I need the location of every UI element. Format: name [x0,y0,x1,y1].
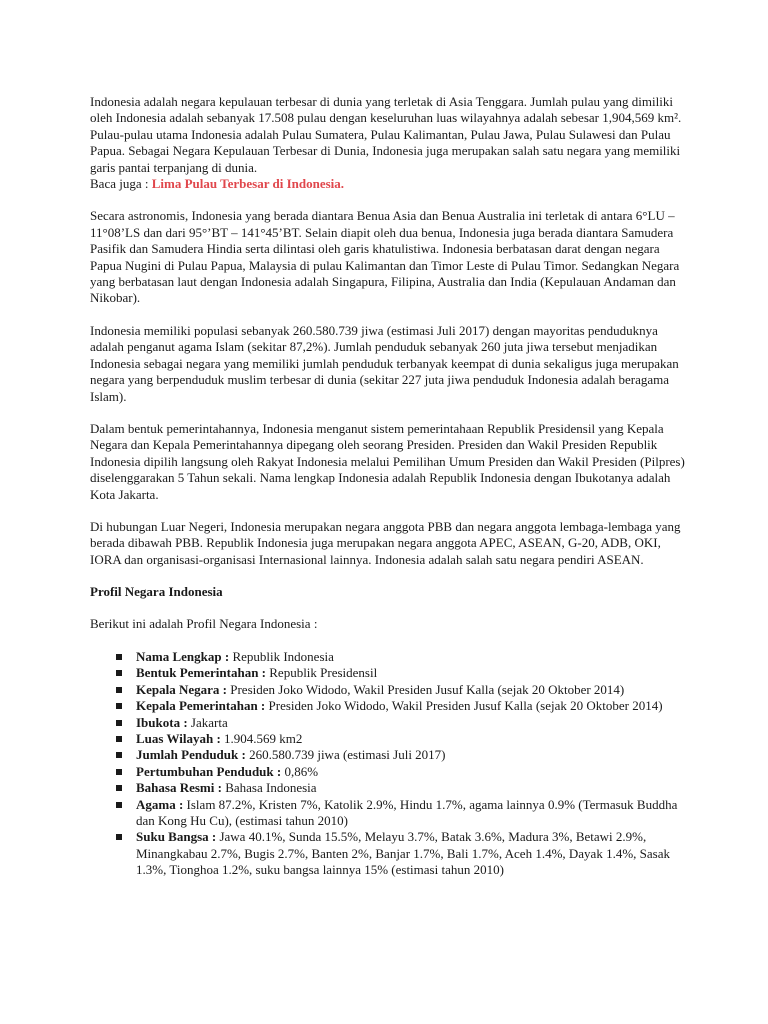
profile-value: Presiden Joko Widodo, Wakil Presiden Jusuf Kalla (sejak 20 Oktober 2014) [230,681,625,697]
square-bullet-icon [116,802,122,808]
profile-key: Nama Lengkap : [136,648,233,664]
profile-key: Bentuk Pemerintahan : [136,665,270,681]
list-item [136,698,690,714]
profile-value: 1.904.569 km2 [224,731,303,746]
paragraph-foreign-relations: Di hubungan Luar Negeri, Indonesia merupakan negara anggota PBB dan negara anggota lembaga-lembaga yang berada dibawah PBB. Republik Indonesia juga merupakan negara anggota APEC, ASEAN, G-20, ADB, OKI, IORA dan organisasi-organisasi Internasional lainnya. Indonesia adalah salah satu negara pendiri ASEAN. [90,518,681,567]
list-item [136,747,690,763]
square-bullet-icon [116,752,122,758]
list-item [136,764,690,780]
profile-value: Republik Presidensil [269,665,378,681]
profile-key: Kepala Negara : [136,681,231,697]
paragraph-intro [90,94,690,192]
square-bullet-icon [116,834,122,840]
profile-key: Kepala Pemerintahan : [136,698,269,714]
profile-list [90,649,690,879]
square-bullet-icon [116,703,122,709]
profile-value: Presiden Joko Widodo, Wakil Presiden Jusuf Kalla (sejak 20 Oktober 2014) [268,698,663,714]
profile-value: Bahasa Indonesia [225,780,317,796]
paragraph-government: Dalam bentuk pemerintahannya, Indonesia menganut sistem pemerintahaan Republik Presidensil yang Kepala Negara dan Kepala Pemerintahannya dipegang oleh seorang Presiden. Presiden dan Wakil Presiden Republik Indonesia dipilih langsung oleh Rakyat Indonesia melalui Pemilihan Umum Presiden dan Wakil Presiden (Pilpres) diselenggarakan 5 Tahun sekali. Nama lengkap Indonesia adalah Republik Indonesia dengan Ibukotanya adalah Kota Jakarta. [90,420,685,502]
section-intro: Berikut ini adalah Profil Negara Indonesia : [90,615,318,631]
see-also-link[interactable]: Lima Pulau Terbesar di Indonesia. [151,176,345,192]
list-item [136,715,690,731]
section-heading: Profil Negara Indonesia [90,584,223,600]
list-item [136,731,690,747]
profile-key: Suku Bangsa : [136,829,220,845]
profile-key: Agama : [136,796,187,812]
profile-value: Jakarta [190,714,228,730]
list-item [136,682,690,698]
see-also-line [90,176,690,192]
paragraph-astronomy: Secara astronomis, Indonesia yang berada diantara Benua Asia dan Benua Australia ini terletak di antara 6°LU – 11°08’LS dan dari 95°’BT – 141°45’BT. Selain diapit oleh dua benua, Indonesia juga berada diantara Samudera Pasifik dan Samudera Hindia serta dilintasi oleh garis khatulistiwa. Indonesia berbatasan darat dengan negara Papua Nugini di Pulau Papua, Malaysia di pulau Kalimantan dan Timor Leste di Pulau Timor. Sedangkan Negara yang berbatasan laut dengan Indonesia adalah Singapura, Filipina, Australia dan India (Kepulauan Andaman dan Nikobar). [90,208,680,306]
list-item [136,797,690,830]
profile-key: Luas Wilayah : [136,731,225,746]
list-item [136,829,690,878]
square-bullet-icon [116,720,122,726]
square-bullet-icon [116,769,122,775]
square-bullet-icon [116,670,122,676]
profile-value: Islam 87.2%, Kristen 7%, Katolik 2.9%, Hindu 1.7%, agama lainnya 0.9% (Termasuk Buddha dan Kong Hu Cu), (estimasi tahun 2010) [136,796,678,829]
list-item [136,649,690,665]
profile-value: 0,86% [284,763,319,779]
profile-key: Jumlah Penduduk : [136,747,250,763]
list-item [136,665,690,681]
profile-key: Bahasa Resmi : [136,780,226,796]
paragraph-population: Indonesia memiliki populasi sebanyak 260.580.739 jiwa (estimasi Juli 2017) dengan mayoritas penduduknya adalah penganut agama Islam (sekitar 87,2%). Jumlah penduduk sebanyak 260 juta jiwa tersebut menjadikan Indonesia sebagai negara yang memiliki jumlah penduduk terbanyak keempat di dunia sekaligus juga merupakan negara yang berpenduduk muslim terbesar di dunia (sekitar 227 juta jiwa penduduk Indonesia adalah beragama Islam). [90,322,679,404]
square-bullet-icon [116,736,122,742]
profile-value: 260.580.739 jiwa (estimasi Juli 2017) [249,747,446,763]
square-bullet-icon [116,687,122,693]
profile-value: Jawa 40.1%, Sunda 15.5%, Melayu 3.7%, Batak 3.6%, Madura 3%, Betawi 2.9%, Minangkabau 2.7%, Bugis 2.7%, Banten 2%, Banjar 1.7%, Bali 1.7%, Aceh 1.4%, Dayak 1.4%, Sasak 1.3%, Tionghoa 1.2%, suku bangsa lainnya 15% (estimasi tahun 2010) [136,829,670,878]
profile-key: Ibukota : [136,714,191,730]
square-bullet-icon [116,654,122,660]
document-page [90,94,690,879]
paragraph-intro-text: Indonesia adalah negara kepulauan terbesar di dunia yang terletak di Asia Tenggara. Jumlah pulau yang dimiliki oleh Indonesia adalah sebanyak 17.508 pulau dengan keseluruhan luas wilayahnya adalah sebesar 1,904,569 km². Pulau-pulau utama Indonesia adalah Pulau Sumatera, Pulau Kalimantan, Pulau Jawa, Pulau Sulawesi dan Pulau Papua. Sebagai Negara Kepulauan Terbesar di Dunia, Indonesia juga merupakan salah satu negara yang memiliki garis pantai terpanjang di dunia. [90,94,682,175]
see-also-prefix: Baca juga : [90,176,152,192]
profile-key: Pertumbuhan Penduduk : [136,763,285,779]
profile-value: Republik Indonesia [232,648,334,664]
square-bullet-icon [116,785,122,791]
list-item [136,780,690,796]
